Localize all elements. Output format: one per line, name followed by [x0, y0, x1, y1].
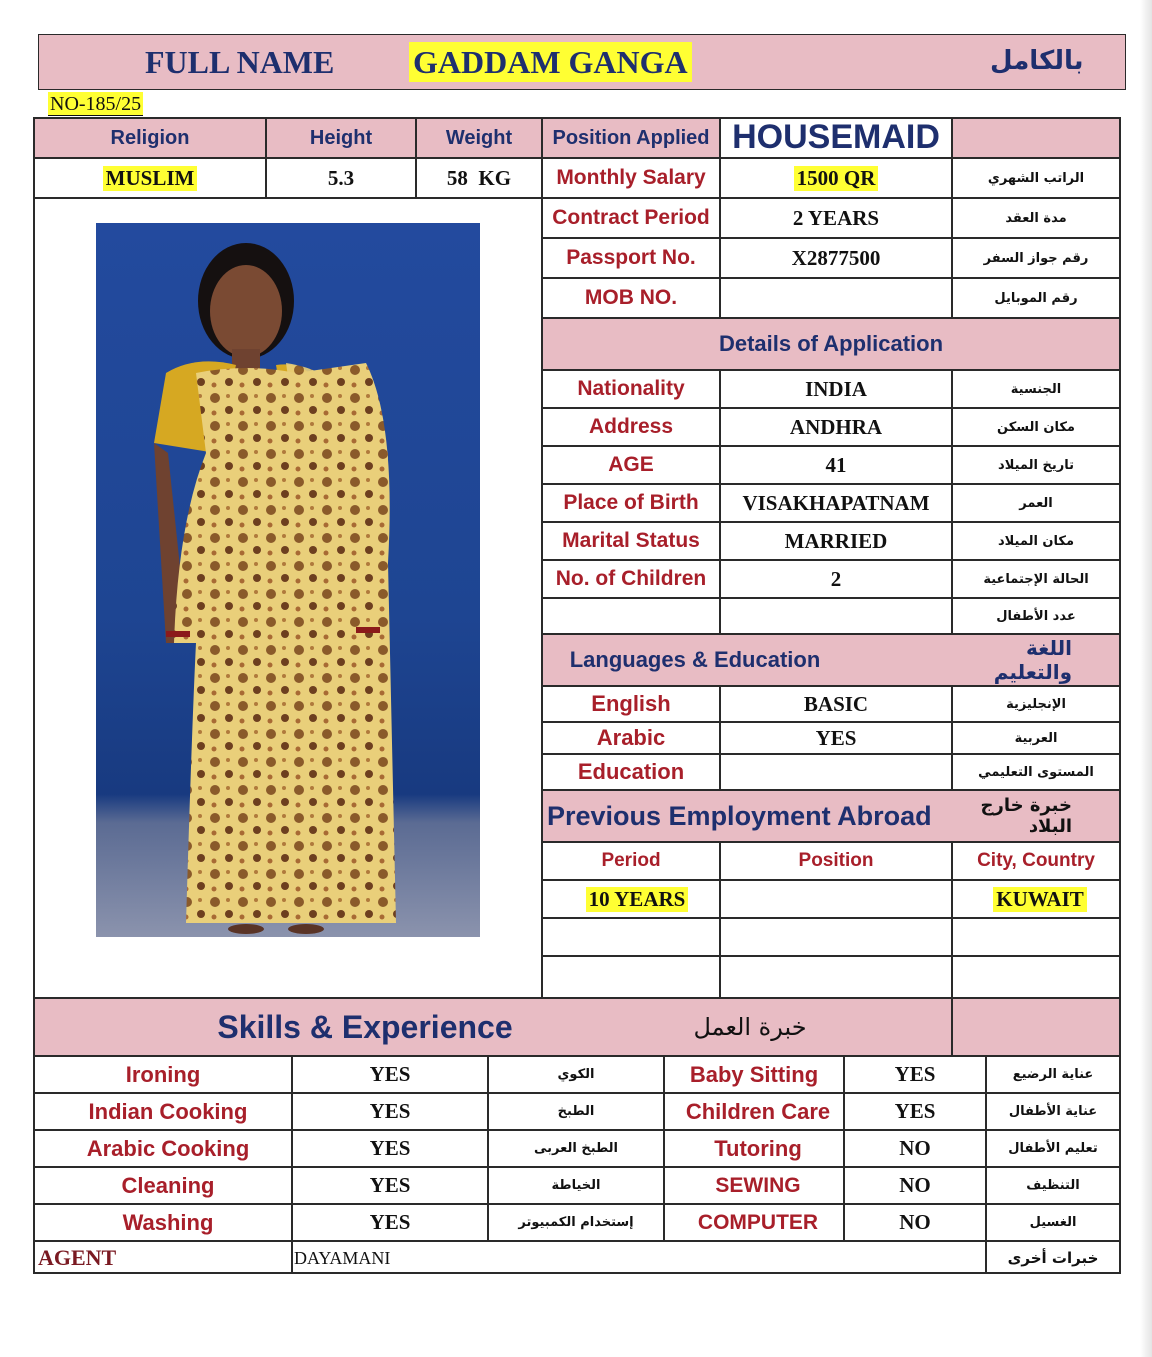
employment-title: Previous Employment Abroad [547, 801, 932, 831]
skill-arabic: الطبخ العربى [534, 1141, 618, 1156]
position-applied-label: Position Applied [552, 126, 710, 149]
details-value [720, 598, 952, 634]
position-label-bg [952, 118, 1120, 158]
education-value [720, 754, 952, 790]
contract-label: Contract Period [552, 206, 710, 229]
skill-value: YES [369, 1173, 411, 1197]
skill-label: Washing [122, 1209, 214, 1235]
skill-value: YES [369, 1062, 411, 1086]
details-label [542, 598, 720, 634]
language-arabic: الإنجليزية [1006, 696, 1066, 712]
skill-label: Baby Sitting [689, 1061, 819, 1087]
height-value: 5.3 [327, 165, 355, 190]
position-applied-value: HOUSEMAID [732, 117, 940, 156]
details-label: No. of Children [555, 567, 707, 590]
passport-value: X2877500 [791, 245, 881, 270]
skill-label: Tutoring [714, 1135, 802, 1161]
position-value [720, 880, 952, 918]
details-value: MARRIED [784, 528, 888, 553]
employment-title-arabic: خبرة خارج البلاد [980, 795, 1072, 837]
details-arabic: مكان السكن [997, 419, 1075, 435]
city-value [952, 880, 1128, 918]
mob-arabic: رقم الموبايل [994, 290, 1078, 306]
mob-value [720, 278, 952, 318]
details-value: VISAKHAPATNAM [742, 490, 930, 515]
salary-value-text: 1500 QR [794, 166, 879, 191]
passport-label: Passport No. [566, 246, 696, 269]
education-label: Education [577, 759, 685, 784]
period-value [542, 880, 732, 918]
details-arabic: مكان الميلاد [998, 533, 1075, 549]
full-name-arabic: بالكامل [990, 46, 1084, 76]
details-value: 41 [825, 452, 847, 477]
skill-arabic: الغسيل [1029, 1215, 1077, 1230]
language-value: BASIC [803, 691, 869, 716]
language-label: English [591, 691, 671, 716]
skill-label: Ironing [125, 1061, 201, 1087]
skill-value: YES [369, 1210, 411, 1234]
skill-label: Arabic Cooking [86, 1135, 250, 1161]
candidate-photo [96, 223, 480, 937]
education-arabic: المستوى التعليمي [978, 764, 1094, 780]
skill-label: Cleaning [121, 1172, 215, 1198]
details-label: Address [588, 415, 674, 438]
religion-value [34, 158, 266, 198]
skill-arabic: الخياطة [551, 1178, 601, 1193]
skill-arabic: عناية الرضيع [1012, 1067, 1094, 1082]
skill-label: Children Care [685, 1098, 831, 1124]
skill-arabic: تعليم الأطفال [1008, 1141, 1098, 1156]
reference-number: NO-185/25 [50, 93, 142, 115]
person-figure [96, 223, 480, 937]
religion-label: Religion [110, 126, 190, 149]
skill-value: YES [369, 1099, 411, 1123]
period-header: Period [601, 850, 661, 871]
agent-value: DAYAMANI [294, 1248, 391, 1268]
languages-title-arabic: اللغة والتعليم [993, 636, 1072, 684]
mob-label: MOB NO. [584, 286, 678, 309]
skill-arabic: الطبخ [557, 1104, 595, 1119]
skill-label: Indian Cooking [88, 1098, 248, 1124]
details-value: 2 [830, 566, 842, 591]
details-label: Place of Birth [563, 491, 699, 514]
salary-label: Monthly Salary [556, 166, 706, 189]
skills-title: Skills & Experience [217, 1008, 513, 1045]
skill-value: YES [894, 1099, 936, 1123]
weight-label: Weight [445, 126, 513, 149]
skill-arabic: عناية الأطفال [1008, 1104, 1098, 1119]
languages-title: Languages & Education [569, 647, 821, 672]
salary-value [720, 158, 952, 198]
skill-value: YES [369, 1136, 411, 1160]
skill-arabic: الكوي [557, 1067, 595, 1082]
details-arabic: الحالة الإجتماعية [983, 571, 1089, 587]
language-value: YES [815, 725, 857, 750]
city-value-text: KUWAIT [993, 887, 1087, 912]
religion-value-text: MUSLIM [103, 166, 198, 191]
skill-label: SEWING [715, 1173, 801, 1197]
city-header: City, Country [977, 850, 1095, 871]
details-value: INDIA [805, 376, 867, 401]
skill-label: COMPUTER [697, 1210, 819, 1234]
details-label: Marital Status [562, 529, 700, 552]
details-label: Nationality [577, 377, 685, 400]
skill-value: NO [899, 1136, 931, 1160]
other-experience-arabic: خبرات أخرى [1007, 1249, 1099, 1267]
full-name-label: FULL NAME [145, 44, 335, 80]
details-arabic: الجنسية [1010, 381, 1062, 397]
agent-label: AGENT [38, 1245, 117, 1270]
details-value: ANDHRA [789, 414, 883, 439]
weight-value: 58 KG [446, 165, 512, 190]
skill-arabic: إستخدام الكمبيوتر [518, 1215, 634, 1230]
details-title: Details of Application [718, 331, 944, 356]
skill-value: NO [899, 1210, 931, 1234]
height-label: Height [309, 126, 373, 149]
contract-value: 2 YEARS [792, 205, 880, 230]
skills-title-arabic: خبرة العمل [693, 1013, 807, 1041]
salary-arabic: الراتب الشهري [987, 170, 1085, 186]
page-edge [1140, 0, 1152, 1357]
period-value-text: 10 YEARS [586, 887, 689, 912]
contract-arabic: مدة العقد [1005, 210, 1067, 226]
passport-arabic: رقم جواز السفر [983, 250, 1089, 266]
details-arabic: العمر [1019, 495, 1053, 511]
language-arabic: العربية [1014, 730, 1058, 746]
details-label: AGE [608, 453, 654, 476]
skill-arabic: التنظيف [1026, 1178, 1080, 1193]
language-label: Arabic [596, 725, 666, 750]
details-arabic: تاريخ الميلاد [998, 457, 1074, 473]
details-arabic: عدد الأطفال [996, 608, 1076, 624]
skill-value: YES [894, 1062, 936, 1086]
position-header: Position [798, 850, 874, 871]
skill-value: NO [899, 1173, 931, 1197]
candidate-name: GADDAM GANGA [409, 42, 692, 82]
